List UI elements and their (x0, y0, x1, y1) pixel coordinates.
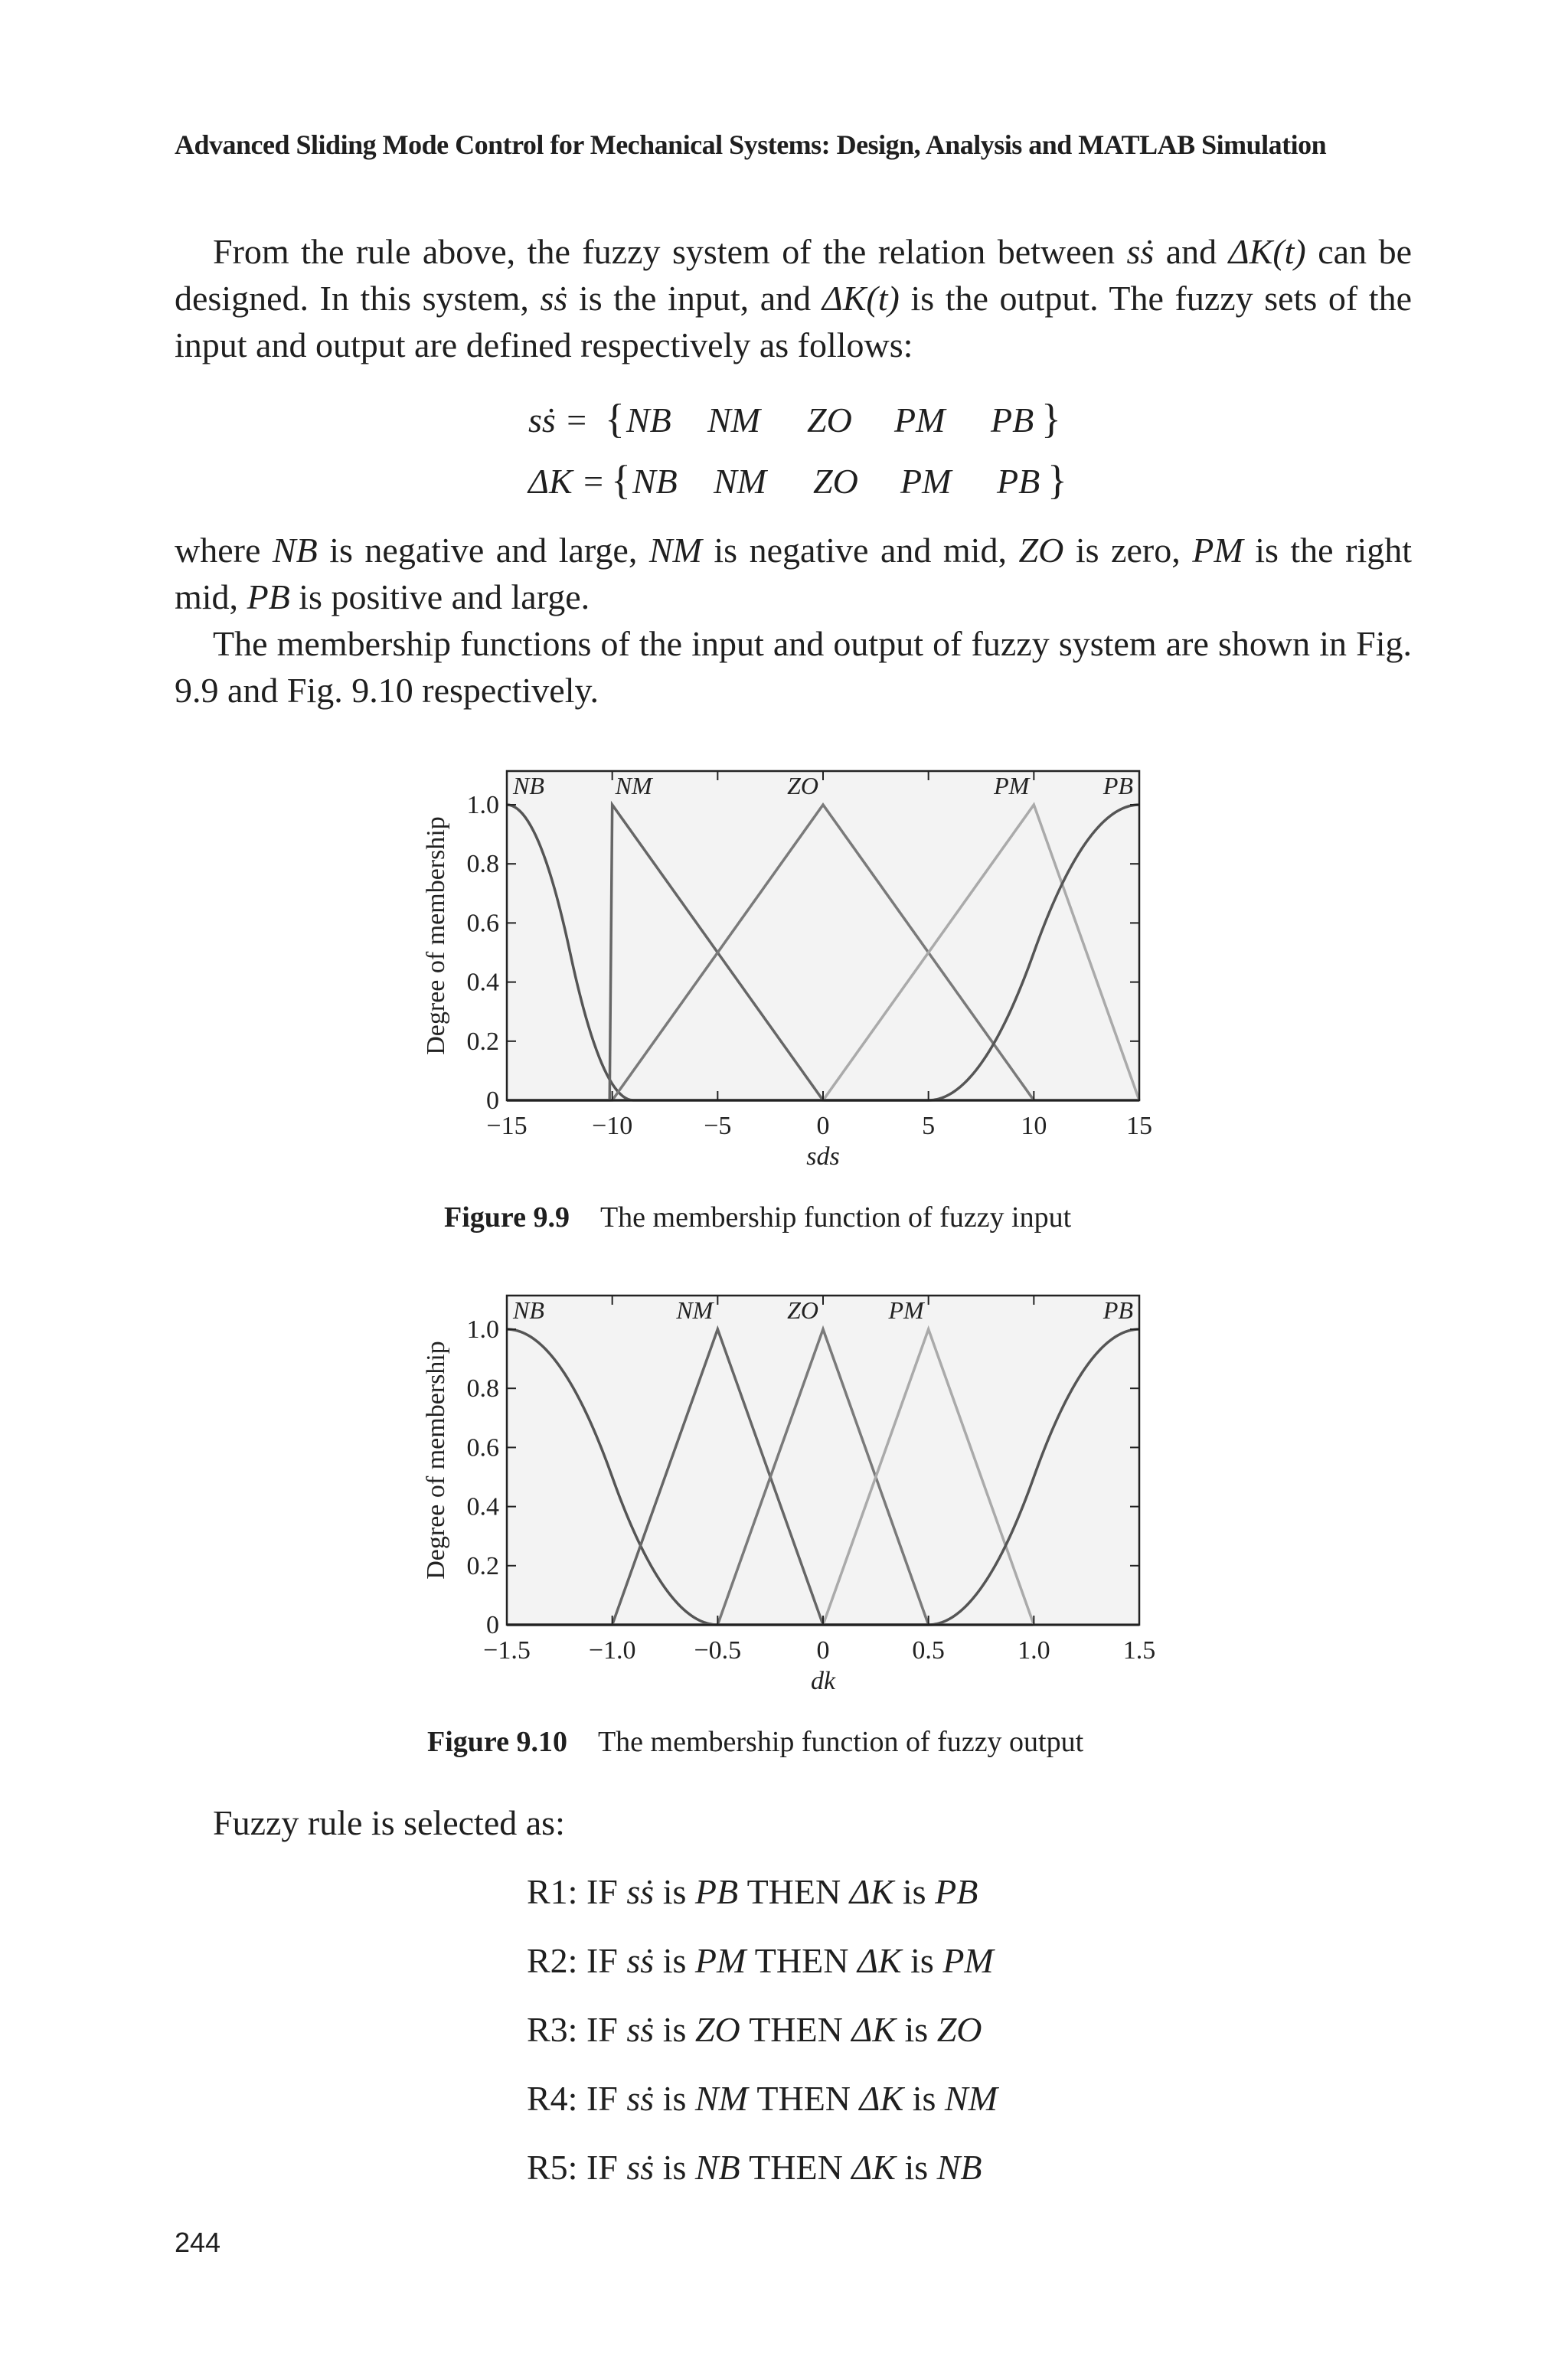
set-label: ZO (807, 400, 852, 440)
rule-id: R3: IF (527, 2010, 618, 2049)
rule-is1: is (662, 2079, 687, 2118)
equation-input-set (528, 396, 1080, 446)
fuzzy-rule (527, 1871, 978, 1912)
para1-text-1: From the rule above, the fuzzy system of the relation between (213, 232, 1115, 271)
brace-close: } (1041, 396, 1061, 442)
series-label-nm: NM (615, 772, 652, 799)
x-tick-label: −0.5 (694, 1636, 742, 1665)
series-label-zo: ZO (787, 1296, 818, 1324)
rule-is2: is (904, 2010, 929, 2049)
figure-label: Figure 9.10 (427, 1726, 567, 1758)
y-axis-label: Degree of membership (422, 1341, 450, 1580)
x-tick-label: −1.5 (483, 1636, 531, 1665)
y-tick-label: 0 (486, 1611, 499, 1639)
para2-text: is the right mid, (175, 531, 1413, 616)
rule-then: THEN (756, 2079, 851, 2118)
series-label-pm: PM (888, 1296, 924, 1324)
y-tick-label: 0.6 (466, 1433, 499, 1462)
y-tick-label: 0.2 (466, 1027, 499, 1056)
equation-lhs: ΔK = (528, 462, 606, 501)
rule-id: R2: IF (527, 1941, 618, 1980)
rule-b: NM (944, 2079, 998, 2118)
figure-caption-text: The membership function of fuzzy input (599, 1201, 1072, 1234)
equation-output-set (528, 457, 1080, 507)
para1-text-4: is the input, and (578, 279, 812, 318)
y-tick-label: 1.0 (466, 1315, 499, 1344)
brace-open: { (605, 396, 625, 442)
rule-x: sṡ (626, 1872, 655, 1911)
nm-symbol: NM (648, 531, 702, 570)
rule-y: ΔK (849, 1872, 894, 1911)
rule-x: sṡ (626, 2079, 655, 2118)
series-label-nb: NB (513, 772, 544, 799)
plot-background (507, 1296, 1139, 1625)
x-tick-label: 1.0 (1018, 1636, 1050, 1665)
rule-then: THEN (746, 1872, 841, 1911)
rule-a: PB (694, 1872, 739, 1911)
set-label: NM (714, 462, 766, 501)
rule-id: R1: IF (527, 1872, 618, 1911)
rule-id: R5: IF (527, 2148, 618, 2187)
pb-symbol: PB (247, 577, 290, 616)
fuzzy-rule (527, 1940, 994, 1981)
y-tick-label: 0.4 (466, 1492, 499, 1521)
rule-y: ΔK (851, 2148, 896, 2187)
x-tick-label: −5 (704, 1112, 732, 1140)
x-tick-label: 0 (816, 1636, 830, 1665)
rule-id: R4: IF (527, 2079, 618, 2118)
rule-is2: is (910, 1941, 934, 1980)
ssdot-symbol: sṡ (1126, 232, 1155, 271)
series-label-pb: PB (1102, 772, 1133, 799)
x-tick-label: 15 (1126, 1112, 1152, 1140)
fuzzy-rule (527, 2078, 998, 2119)
equation-lhs: sṡ = (528, 400, 589, 440)
rule-b: PB (935, 1872, 978, 1911)
figure-9-9 (421, 762, 1171, 1210)
rule-is2: is (904, 2148, 929, 2187)
rule-a: ZO (694, 2010, 740, 2049)
figure-9-9-caption (444, 1201, 1071, 1234)
series-label-nb: NB (513, 1296, 544, 1324)
rule-b: NB (936, 2148, 982, 2187)
para2-text: is negative and large, (329, 531, 638, 570)
y-tick-label: 0.2 (466, 1551, 499, 1580)
rule-then: THEN (754, 1941, 849, 1980)
y-tick-label: 0.6 (466, 909, 499, 938)
x-tick-label: 1.5 (1122, 1636, 1156, 1665)
rule-x: sṡ (626, 2010, 655, 2049)
set-label: ZO (813, 462, 858, 501)
set-label: PM (894, 400, 946, 440)
rule-x: sṡ (626, 2148, 655, 2187)
rule-is2: is (902, 1872, 926, 1911)
rule-intro: Fuzzy rule is selected as: (213, 1803, 565, 1842)
para2-text: is negative and mid, (714, 531, 1007, 570)
rule-is2: is (912, 2079, 936, 2118)
delta-k-symbol: ΔK(t) (822, 279, 900, 318)
membership-chart-output (421, 1286, 1171, 1730)
series-label-pb: PB (1102, 1296, 1133, 1324)
series-label-pm: PM (994, 772, 1030, 799)
figure-9-10 (421, 1286, 1171, 1734)
series-label-zo: ZO (787, 772, 818, 799)
y-tick-label: 0 (486, 1087, 499, 1115)
page-number: 244 (175, 2227, 221, 2258)
paragraph-intro (175, 228, 1412, 368)
y-tick-label: 0.4 (466, 968, 499, 997)
running-header: Advanced Sliding Mode Control for Mechanical Systems: Design, Analysis and MATLAB Simulation (175, 129, 1327, 160)
figure-caption-text: The membership function of fuzzy output (597, 1726, 1084, 1758)
set-label: PB (997, 462, 1040, 501)
rule-then: THEN (749, 2148, 843, 2187)
x-tick-label: 10 (1021, 1112, 1047, 1140)
para1-text-5: is the output. The fuzzy sets of the input and output are defined respectively as follows: (175, 279, 1413, 364)
y-tick-label: 0.8 (466, 850, 499, 879)
series-label-nm: NM (676, 1296, 714, 1324)
figure-9-10-caption (427, 1725, 1083, 1759)
set-label: NB (632, 462, 678, 501)
rule-a: NM (694, 2079, 748, 2118)
set-label: NM (707, 400, 760, 440)
delta-k-symbol: ΔK(t) (1228, 232, 1306, 271)
nb-symbol: NB (272, 531, 318, 570)
rule-b: ZO (936, 2010, 982, 2049)
rule-a: PM (694, 1941, 746, 1980)
para1-text-3: can be designed. In this system, (175, 232, 1412, 318)
fuzzy-rule (527, 2147, 982, 2188)
paragraph-figure-reference: The membership functions of the input and output of fuzzy system are shown in Fig. 9.9 and Fig. 9.10 respectively. (175, 624, 1412, 710)
rule-a: NB (694, 2148, 740, 2187)
brace-open: { (611, 457, 631, 503)
para2-text: is zero, (1075, 531, 1181, 570)
rule-is1: is (662, 1872, 687, 1911)
x-tick-label: −10 (592, 1112, 633, 1140)
y-axis-label: Degree of membership (422, 816, 450, 1055)
rule-is1: is (662, 2010, 687, 2049)
rule-y: ΔK (859, 2079, 904, 2118)
rule-is1: is (662, 2148, 687, 2187)
plot-background (507, 771, 1139, 1100)
rule-is1: is (662, 1941, 687, 1980)
rule-x: sṡ (626, 1941, 655, 1980)
set-label: PM (900, 462, 952, 501)
rule-y: ΔK (851, 2010, 897, 2049)
para2-text: is positive and large. (299, 577, 590, 616)
x-axis-label: dk (810, 1667, 836, 1695)
x-axis-label: sds (806, 1142, 840, 1171)
rule-y: ΔK (857, 1941, 902, 1980)
x-tick-label: −1.0 (588, 1636, 636, 1665)
x-tick-label: 0.5 (912, 1636, 945, 1665)
figure-label: Figure 9.9 (444, 1201, 570, 1234)
para2-text: where (175, 531, 261, 570)
y-tick-label: 0.8 (466, 1374, 499, 1404)
rule-b: PM (942, 1941, 994, 1980)
x-tick-label: −15 (486, 1112, 528, 1140)
set-label: NB (626, 400, 671, 440)
brace-close: } (1047, 457, 1067, 503)
zo-symbol: ZO (1018, 531, 1064, 570)
ssdot-symbol: sṡ (540, 279, 568, 318)
membership-chart-input (421, 762, 1171, 1206)
x-tick-label: 5 (922, 1112, 936, 1140)
set-label: PB (991, 400, 1034, 440)
para1-text-2: and (1165, 232, 1217, 271)
pm-symbol: PM (1192, 531, 1243, 570)
y-tick-label: 1.0 (466, 791, 499, 819)
x-tick-label: 0 (816, 1112, 830, 1140)
fuzzy-rule (527, 2009, 982, 2050)
rule-then: THEN (749, 2010, 843, 2049)
paragraph-definitions (175, 527, 1412, 620)
